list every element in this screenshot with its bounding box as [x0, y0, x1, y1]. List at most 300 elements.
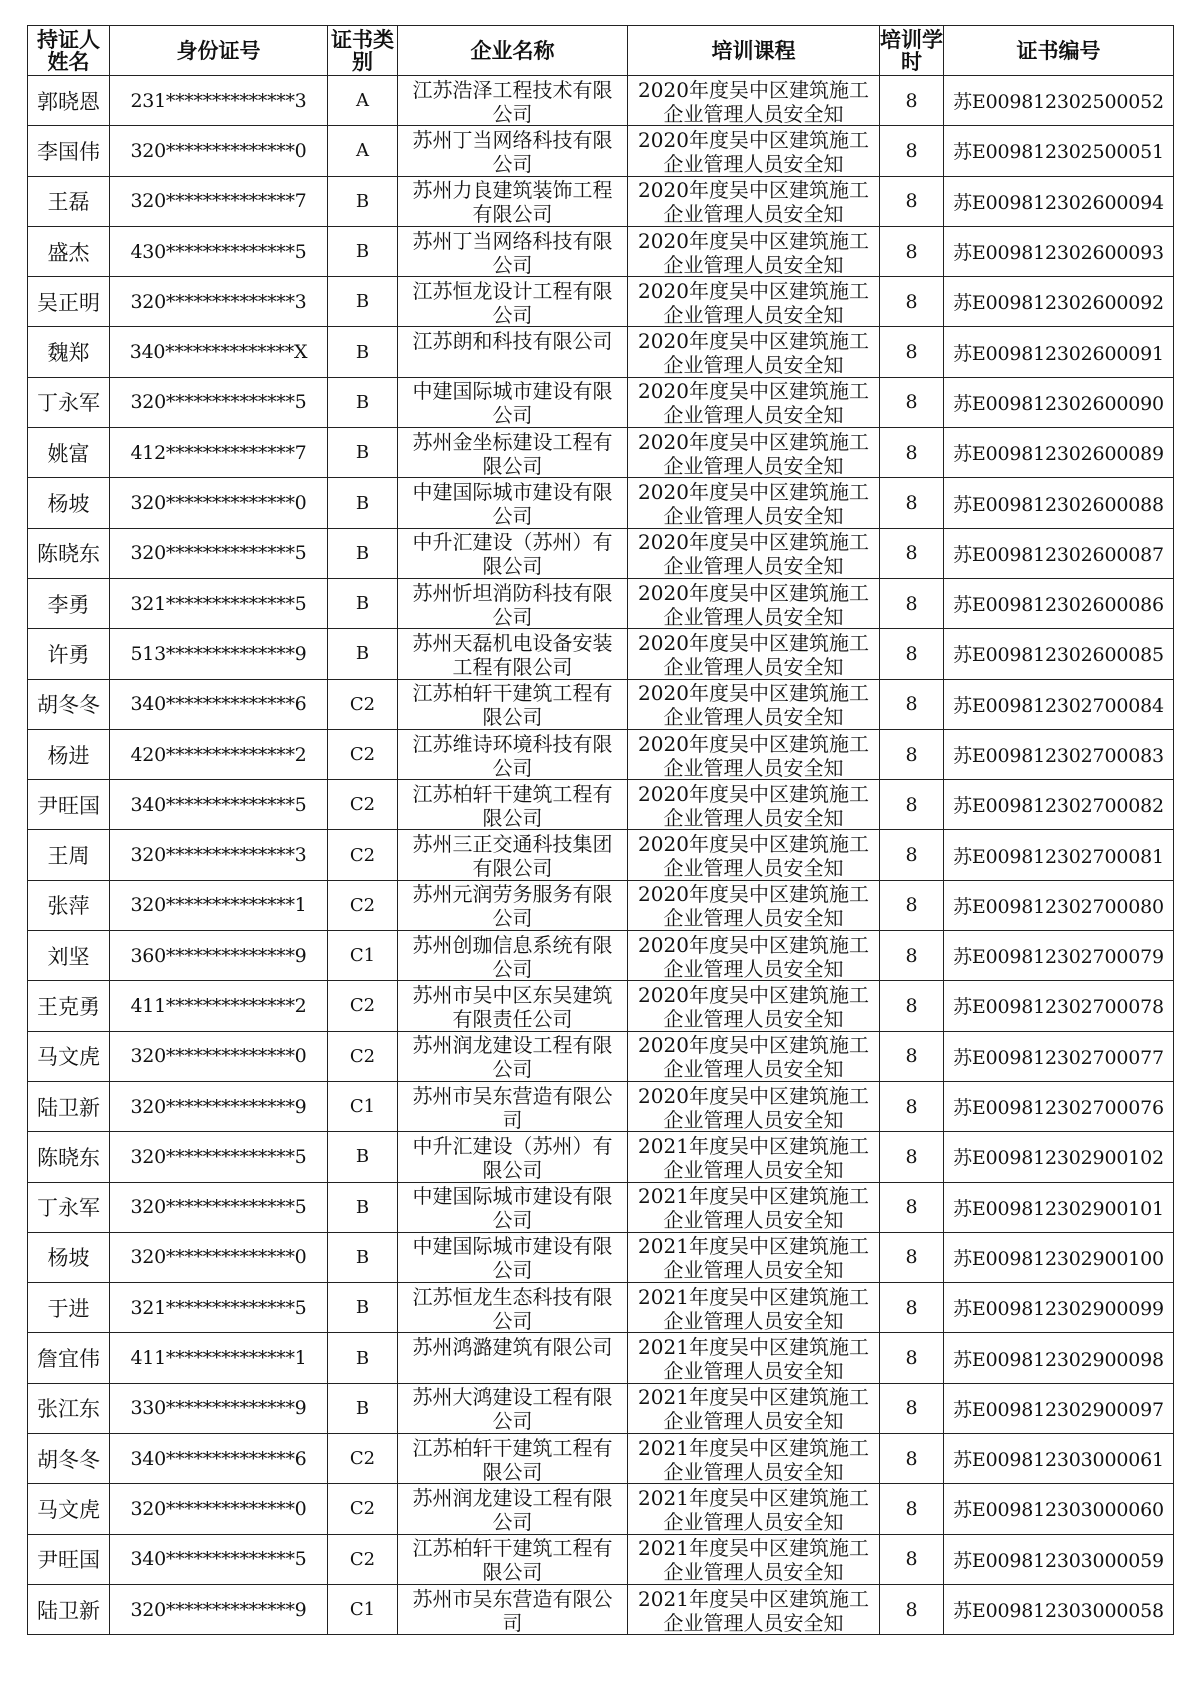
id-number-cell: 320**************5: [110, 528, 328, 578]
cert-type-cell: B: [328, 377, 398, 427]
training-hours-cell: 8: [880, 327, 944, 377]
table-row: [28, 830, 1174, 880]
company-name-text: 苏州丁当网络科技有限公司: [412, 228, 613, 275]
company-name-cell: [398, 1484, 628, 1534]
id-number-cell: 320**************0: [110, 478, 328, 528]
training-course-cell: [628, 226, 880, 276]
cert-type-cell: C1: [328, 931, 398, 981]
company-name-cell: [398, 226, 628, 276]
company-name-text: 中建国际城市建设有限公司: [412, 1184, 613, 1231]
cert-type-cell: C2: [328, 1534, 398, 1584]
company-name-text: 苏州鸿潞建筑有限公司: [412, 1335, 613, 1360]
holder-name-cell: 张江东: [28, 1383, 110, 1433]
company-name-text: 苏州市吴东营造有限公司: [412, 1586, 613, 1633]
company-name-cell: [398, 528, 628, 578]
cert-number-cell: 苏E009812303000059: [944, 1534, 1174, 1584]
training-course-cell: [628, 428, 880, 478]
table-row: [28, 126, 1174, 176]
company-name-text: 中升汇建设（苏州）有限公司: [412, 1133, 613, 1180]
holder-name-cell: 王磊: [28, 176, 110, 226]
training-hours-cell: 8: [880, 1333, 944, 1383]
cert-number-cell: 苏E009812302700079: [944, 931, 1174, 981]
training-course-text: 2021年度吴中区建筑施工企业管理人员安全知: [638, 1234, 869, 1281]
company-name-text: 苏州力良建筑装饰工程有限公司: [412, 178, 613, 225]
training-course-cell: [628, 1534, 880, 1584]
company-name-cell: [398, 1434, 628, 1484]
holder-name-cell: 王周: [28, 830, 110, 880]
training-course-cell: [628, 931, 880, 981]
holder-name-cell: 尹旺国: [28, 1534, 110, 1584]
cert-type-cell: B: [328, 1283, 398, 1333]
cert-number-cell: 苏E009812302900101: [944, 1182, 1174, 1232]
company-name-cell: [398, 578, 628, 628]
holder-name-cell: 陈晓东: [28, 1132, 110, 1182]
training-hours-cell: 8: [880, 1132, 944, 1182]
training-hours-cell: 8: [880, 277, 944, 327]
company-name-text: 苏州大鸿建设工程有限公司: [412, 1385, 613, 1432]
cert-number-cell: 苏E009812302600092: [944, 277, 1174, 327]
company-name-text: 江苏朗和科技有限公司: [412, 329, 613, 354]
header-holder-name: 持证人姓名: [28, 26, 110, 76]
training-course-text: 2020年度吴中区建筑施工企业管理人员安全知: [638, 127, 869, 174]
table-row: [28, 1283, 1174, 1333]
cert-type-cell: C2: [328, 830, 398, 880]
id-number-cell: 321**************5: [110, 578, 328, 628]
training-course-cell: [628, 1031, 880, 1081]
id-number-cell: 320**************9: [110, 1584, 328, 1634]
id-number-cell: 430**************5: [110, 226, 328, 276]
company-name-text: 苏州丁当网络科技有限公司: [412, 127, 613, 174]
training-hours-cell: 8: [880, 1534, 944, 1584]
cert-type-cell: C2: [328, 729, 398, 779]
table-row: [28, 1182, 1174, 1232]
cert-type-cell: B: [328, 277, 398, 327]
cert-number-cell: 苏E009812302700081: [944, 830, 1174, 880]
table-row: [28, 1132, 1174, 1182]
table-body: [28, 76, 1174, 1635]
table-row: [28, 1333, 1174, 1383]
training-course-text: 2021年度吴中区建筑施工企业管理人员安全知: [638, 1335, 869, 1382]
training-course-text: 2020年度吴中区建筑施工企业管理人员安全知: [638, 630, 869, 677]
training-course-text: 2020年度吴中区建筑施工企业管理人员安全知: [638, 982, 869, 1029]
table-row: [28, 428, 1174, 478]
table-row: [28, 528, 1174, 578]
training-course-cell: [628, 1484, 880, 1534]
company-name-text: 苏州创珈信息系统有限公司: [412, 932, 613, 979]
company-name-cell: [398, 478, 628, 528]
training-course-text: 2020年度吴中区建筑施工企业管理人员安全知: [638, 580, 869, 627]
id-number-cell: 320**************7: [110, 176, 328, 226]
training-hours-cell: 8: [880, 629, 944, 679]
training-course-cell: [628, 830, 880, 880]
cert-type-cell: B: [328, 1182, 398, 1232]
company-name-cell: [398, 1383, 628, 1433]
id-number-cell: 513**************9: [110, 629, 328, 679]
training-course-cell: [628, 76, 880, 126]
id-number-cell: 320**************3: [110, 830, 328, 880]
cert-number-cell: 苏E009812302700082: [944, 780, 1174, 830]
cert-type-cell: A: [328, 76, 398, 126]
training-course-text: 2020年度吴中区建筑施工企业管理人员安全知: [638, 429, 869, 476]
company-name-text: 苏州忻坦消防科技有限公司: [412, 580, 613, 627]
company-name-text: 苏州三正交通科技集团有限公司: [412, 832, 613, 879]
holder-name-cell: 刘坚: [28, 931, 110, 981]
holder-name-cell: 丁永军: [28, 1182, 110, 1232]
table-header-row: [28, 26, 1174, 76]
company-name-text: 中建国际城市建设有限公司: [412, 480, 613, 527]
table-row: [28, 176, 1174, 226]
cert-number-cell: 苏E009812302900097: [944, 1383, 1174, 1433]
table-row: [28, 1031, 1174, 1081]
training-hours-cell: 8: [880, 1434, 944, 1484]
company-name-cell: [398, 729, 628, 779]
training-hours-cell: 8: [880, 578, 944, 628]
cert-number-cell: 苏E009812302600085: [944, 629, 1174, 679]
training-course-cell: [628, 176, 880, 226]
cert-type-cell: C2: [328, 981, 398, 1031]
holder-name-cell: 胡冬冬: [28, 679, 110, 729]
holder-name-cell: 郭晓恩: [28, 76, 110, 126]
company-name-cell: [398, 780, 628, 830]
company-name-cell: [398, 1182, 628, 1232]
id-number-cell: 420**************2: [110, 729, 328, 779]
training-hours-cell: 8: [880, 1182, 944, 1232]
cert-type-cell: B: [328, 1383, 398, 1433]
cert-number-cell: 苏E009812302600086: [944, 578, 1174, 628]
cert-type-cell: B: [328, 428, 398, 478]
training-hours-cell: 8: [880, 780, 944, 830]
training-hours-cell: 8: [880, 226, 944, 276]
cert-type-cell: B: [328, 176, 398, 226]
training-hours-cell: 8: [880, 729, 944, 779]
training-course-text: 2020年度吴中区建筑施工企业管理人员安全知: [638, 480, 869, 527]
table-row: [28, 1232, 1174, 1282]
table-row: [28, 931, 1174, 981]
id-number-cell: 320**************9: [110, 1081, 328, 1131]
table-row: [28, 880, 1174, 930]
table-row: [28, 1383, 1174, 1433]
holder-name-cell: 陆卫新: [28, 1081, 110, 1131]
training-course-cell: [628, 880, 880, 930]
training-course-text: 2020年度吴中区建筑施工企业管理人员安全知: [638, 1033, 869, 1080]
table-row: [28, 1534, 1174, 1584]
training-course-cell: [628, 126, 880, 176]
cert-number-cell: 苏E009812302600091: [944, 327, 1174, 377]
training-course-cell: [628, 1584, 880, 1634]
cert-type-cell: C2: [328, 1031, 398, 1081]
training-hours-cell: 8: [880, 1584, 944, 1634]
training-course-text: 2020年度吴中区建筑施工企业管理人员安全知: [638, 228, 869, 275]
cert-type-cell: C2: [328, 780, 398, 830]
training-course-text: 2020年度吴中区建筑施工企业管理人员安全知: [638, 329, 869, 376]
company-name-text: 江苏恒龙生态科技有限公司: [412, 1284, 613, 1331]
company-name-text: 中建国际城市建设有限公司: [412, 1234, 613, 1281]
training-course-cell: [628, 780, 880, 830]
company-name-cell: [398, 981, 628, 1031]
holder-name-cell: 杨进: [28, 729, 110, 779]
company-name-text: 江苏柏轩干建筑工程有限公司: [412, 1435, 613, 1482]
table-row: [28, 780, 1174, 830]
company-name-text: 江苏浩泽工程技术有限公司: [412, 77, 613, 124]
cert-number-cell: 苏E009812302900100: [944, 1232, 1174, 1282]
id-number-cell: 340**************6: [110, 679, 328, 729]
company-name-text: 中升汇建设（苏州）有限公司: [412, 530, 613, 577]
company-name-text: 江苏柏轩干建筑工程有限公司: [412, 681, 613, 728]
training-hours-cell: 8: [880, 377, 944, 427]
training-course-cell: [628, 528, 880, 578]
training-course-cell: [628, 1383, 880, 1433]
cert-type-cell: C2: [328, 1434, 398, 1484]
id-number-cell: 320**************0: [110, 1232, 328, 1282]
id-number-cell: 320**************0: [110, 1031, 328, 1081]
company-name-cell: [398, 1584, 628, 1634]
holder-name-cell: 马文虎: [28, 1031, 110, 1081]
company-name-cell: [398, 629, 628, 679]
company-name-cell: [398, 126, 628, 176]
company-name-text: 苏州润龙建设工程有限公司: [412, 1033, 613, 1080]
company-name-cell: [398, 1132, 628, 1182]
training-course-cell: [628, 578, 880, 628]
training-hours-cell: 8: [880, 1383, 944, 1433]
company-name-text: 江苏柏轩干建筑工程有限公司: [412, 1536, 613, 1583]
training-course-text: 2020年度吴中区建筑施工企业管理人员安全知: [638, 1083, 869, 1130]
company-name-text: 中建国际城市建设有限公司: [412, 379, 613, 426]
training-hours-cell: 8: [880, 126, 944, 176]
training-course-text: 2021年度吴中区建筑施工企业管理人员安全知: [638, 1385, 869, 1432]
holder-name-cell: 丁永军: [28, 377, 110, 427]
header-training-course: 培训课程: [628, 26, 880, 76]
training-hours-cell: 8: [880, 528, 944, 578]
cert-number-cell: 苏E009812302700080: [944, 880, 1174, 930]
training-course-cell: [628, 1232, 880, 1282]
table-row: [28, 1484, 1174, 1534]
id-number-cell: 340**************X: [110, 327, 328, 377]
training-hours-cell: 8: [880, 830, 944, 880]
id-number-cell: 320**************1: [110, 880, 328, 930]
cert-number-cell: 苏E009812302500051: [944, 126, 1174, 176]
company-name-text: 江苏柏轩干建筑工程有限公司: [412, 781, 613, 828]
id-number-cell: 320**************0: [110, 126, 328, 176]
training-course-text: 2020年度吴中区建筑施工企业管理人员安全知: [638, 681, 869, 728]
company-name-cell: [398, 176, 628, 226]
holder-name-cell: 尹旺国: [28, 780, 110, 830]
cert-type-cell: A: [328, 126, 398, 176]
cert-type-cell: B: [328, 327, 398, 377]
cert-number-cell: 苏E009812302900099: [944, 1283, 1174, 1333]
cert-number-cell: 苏E009812302500052: [944, 76, 1174, 126]
training-hours-cell: 8: [880, 76, 944, 126]
id-number-cell: 412**************7: [110, 428, 328, 478]
cert-number-cell: 苏E009812302600093: [944, 226, 1174, 276]
training-course-cell: [628, 1081, 880, 1131]
id-number-cell: 320**************3: [110, 277, 328, 327]
cert-number-cell: 苏E009812302700083: [944, 729, 1174, 779]
holder-name-cell: 张萍: [28, 880, 110, 930]
holder-name-cell: 胡冬冬: [28, 1434, 110, 1484]
company-name-text: 苏州市吴中区东吴建筑有限责任公司: [412, 982, 613, 1029]
header-cert-type: 证书类别: [328, 26, 398, 76]
cert-type-cell: C2: [328, 1484, 398, 1534]
company-name-cell: [398, 1534, 628, 1584]
cert-number-cell: 苏E009812302700077: [944, 1031, 1174, 1081]
training-course-text: 2020年度吴中区建筑施工企业管理人员安全知: [638, 77, 869, 124]
cert-type-cell: B: [328, 1232, 398, 1282]
training-course-cell: [628, 277, 880, 327]
company-name-cell: [398, 1031, 628, 1081]
cert-number-cell: 苏E009812302700084: [944, 679, 1174, 729]
training-course-text: 2021年度吴中区建筑施工企业管理人员安全知: [638, 1284, 869, 1331]
cert-number-cell: 苏E009812303000061: [944, 1434, 1174, 1484]
id-number-cell: 321**************5: [110, 1283, 328, 1333]
company-name-text: 苏州元润劳务服务有限公司: [412, 882, 613, 929]
training-course-text: 2020年度吴中区建筑施工企业管理人员安全知: [638, 278, 869, 325]
header-id-number: 身份证号: [110, 26, 328, 76]
training-course-text: 2021年度吴中区建筑施工企业管理人员安全知: [638, 1184, 869, 1231]
holder-name-cell: 王克勇: [28, 981, 110, 1031]
id-number-cell: 340**************5: [110, 1534, 328, 1584]
training-course-text: 2021年度吴中区建筑施工企业管理人员安全知: [638, 1133, 869, 1180]
training-hours-cell: 8: [880, 428, 944, 478]
holder-name-cell: 许勇: [28, 629, 110, 679]
id-number-cell: 340**************5: [110, 780, 328, 830]
company-name-cell: [398, 1081, 628, 1131]
table-row: [28, 1584, 1174, 1634]
cert-number-cell: 苏E009812302900102: [944, 1132, 1174, 1182]
training-hours-cell: 8: [880, 1283, 944, 1333]
cert-number-cell: 苏E009812302700078: [944, 981, 1174, 1031]
cert-type-cell: B: [328, 226, 398, 276]
company-name-text: 江苏恒龙设计工程有限公司: [412, 278, 613, 325]
id-number-cell: 320**************5: [110, 377, 328, 427]
cert-type-cell: C2: [328, 880, 398, 930]
table-row: [28, 629, 1174, 679]
training-hours-cell: 8: [880, 1081, 944, 1131]
table-row: [28, 1434, 1174, 1484]
cert-number-cell: 苏E009812303000060: [944, 1484, 1174, 1534]
training-course-text: 2020年度吴中区建筑施工企业管理人员安全知: [638, 379, 869, 426]
header-training-hours: 培训学时: [880, 27, 943, 74]
training-course-text: 2020年度吴中区建筑施工企业管理人员安全知: [638, 781, 869, 828]
id-number-cell: 231**************3: [110, 76, 328, 126]
holder-name-cell: 于进: [28, 1283, 110, 1333]
company-name-cell: [398, 277, 628, 327]
holder-name-cell: 李国伟: [28, 126, 110, 176]
cert-number-cell: 苏E009812302600088: [944, 478, 1174, 528]
cert-type-cell: B: [328, 478, 398, 528]
training-course-cell: [628, 1182, 880, 1232]
holder-name-cell: 马文虎: [28, 1484, 110, 1534]
id-number-cell: 330**************9: [110, 1383, 328, 1433]
training-hours-cell: 8: [880, 931, 944, 981]
training-hours-cell: 8: [880, 478, 944, 528]
training-course-cell: [628, 1283, 880, 1333]
holder-name-cell: 魏郑: [28, 327, 110, 377]
table-row: [28, 729, 1174, 779]
id-number-cell: 320**************0: [110, 1484, 328, 1534]
cert-type-cell: C1: [328, 1584, 398, 1634]
holder-name-cell: 杨坡: [28, 1232, 110, 1282]
training-course-text: 2021年度吴中区建筑施工企业管理人员安全知: [638, 1536, 869, 1583]
training-course-cell: [628, 981, 880, 1031]
company-name-text: 江苏维诗环境科技有限公司: [412, 731, 613, 778]
table-row: [28, 578, 1174, 628]
training-course-text: 2020年度吴中区建筑施工企业管理人员安全知: [638, 832, 869, 879]
table-row: [28, 1081, 1174, 1131]
id-number-cell: 340**************6: [110, 1434, 328, 1484]
training-hours-cell: 8: [880, 981, 944, 1031]
training-course-text: 2020年度吴中区建筑施工企业管理人员安全知: [638, 178, 869, 225]
id-number-cell: 360**************9: [110, 931, 328, 981]
holder-name-cell: 吴正明: [28, 277, 110, 327]
holder-name-cell: 陈晓东: [28, 528, 110, 578]
training-course-cell: [628, 1434, 880, 1484]
table-row: [28, 478, 1174, 528]
training-hours-cell: 8: [880, 1484, 944, 1534]
company-name-cell: [398, 1283, 628, 1333]
training-course-cell: [628, 729, 880, 779]
company-name-text: 苏州润龙建设工程有限公司: [412, 1485, 613, 1532]
table-row: [28, 327, 1174, 377]
table-row: [28, 76, 1174, 126]
company-name-cell: [398, 931, 628, 981]
cert-type-cell: B: [328, 1333, 398, 1383]
training-course-text: 2020年度吴中区建筑施工企业管理人员安全知: [638, 731, 869, 778]
id-number-cell: 411**************2: [110, 981, 328, 1031]
company-name-text: 苏州金坐标建设工程有限公司: [412, 429, 613, 476]
company-name-cell: [398, 880, 628, 930]
holder-name-cell: 陆卫新: [28, 1584, 110, 1634]
cert-number-cell: 苏E009812303000058: [944, 1584, 1174, 1634]
cert-number-cell: 苏E009812302600090: [944, 377, 1174, 427]
holder-name-cell: 姚富: [28, 428, 110, 478]
cert-number-cell: 苏E009812302700076: [944, 1081, 1174, 1131]
training-hours-cell: 8: [880, 1232, 944, 1282]
company-name-cell: [398, 377, 628, 427]
holder-name-cell: 詹宜伟: [28, 1333, 110, 1383]
cert-number-cell: 苏E009812302600094: [944, 176, 1174, 226]
cert-type-cell: B: [328, 1132, 398, 1182]
company-name-cell: [398, 428, 628, 478]
cert-type-cell: B: [328, 528, 398, 578]
company-name-text: 苏州天磊机电设备安装工程有限公司: [412, 630, 613, 677]
cert-type-cell: B: [328, 578, 398, 628]
training-course-cell: [628, 1333, 880, 1383]
training-hours-cell: 8: [880, 679, 944, 729]
holder-name-cell: 杨坡: [28, 478, 110, 528]
cert-type-cell: B: [328, 629, 398, 679]
company-name-cell: [398, 830, 628, 880]
id-number-cell: 320**************5: [110, 1132, 328, 1182]
header-cert-number: 证书编号: [944, 26, 1174, 76]
header-company-name: 企业名称: [398, 26, 628, 76]
training-course-text: 2020年度吴中区建筑施工企业管理人员安全知: [638, 530, 869, 577]
table-row: [28, 981, 1174, 1031]
id-number-cell: 320**************5: [110, 1182, 328, 1232]
training-course-cell: [628, 327, 880, 377]
company-name-text: 苏州市吴东营造有限公司: [412, 1083, 613, 1130]
table-row: [28, 679, 1174, 729]
training-hours-cell: 8: [880, 1031, 944, 1081]
training-course-text: 2020年度吴中区建筑施工企业管理人员安全知: [638, 932, 869, 979]
training-course-cell: [628, 629, 880, 679]
holder-name-cell: 盛杰: [28, 226, 110, 276]
cert-type-cell: C1: [328, 1081, 398, 1131]
table-row: [28, 377, 1174, 427]
training-hours-cell: 8: [880, 880, 944, 930]
cert-type-cell: C2: [328, 679, 398, 729]
company-name-cell: [398, 1232, 628, 1282]
company-name-cell: [398, 1333, 628, 1383]
